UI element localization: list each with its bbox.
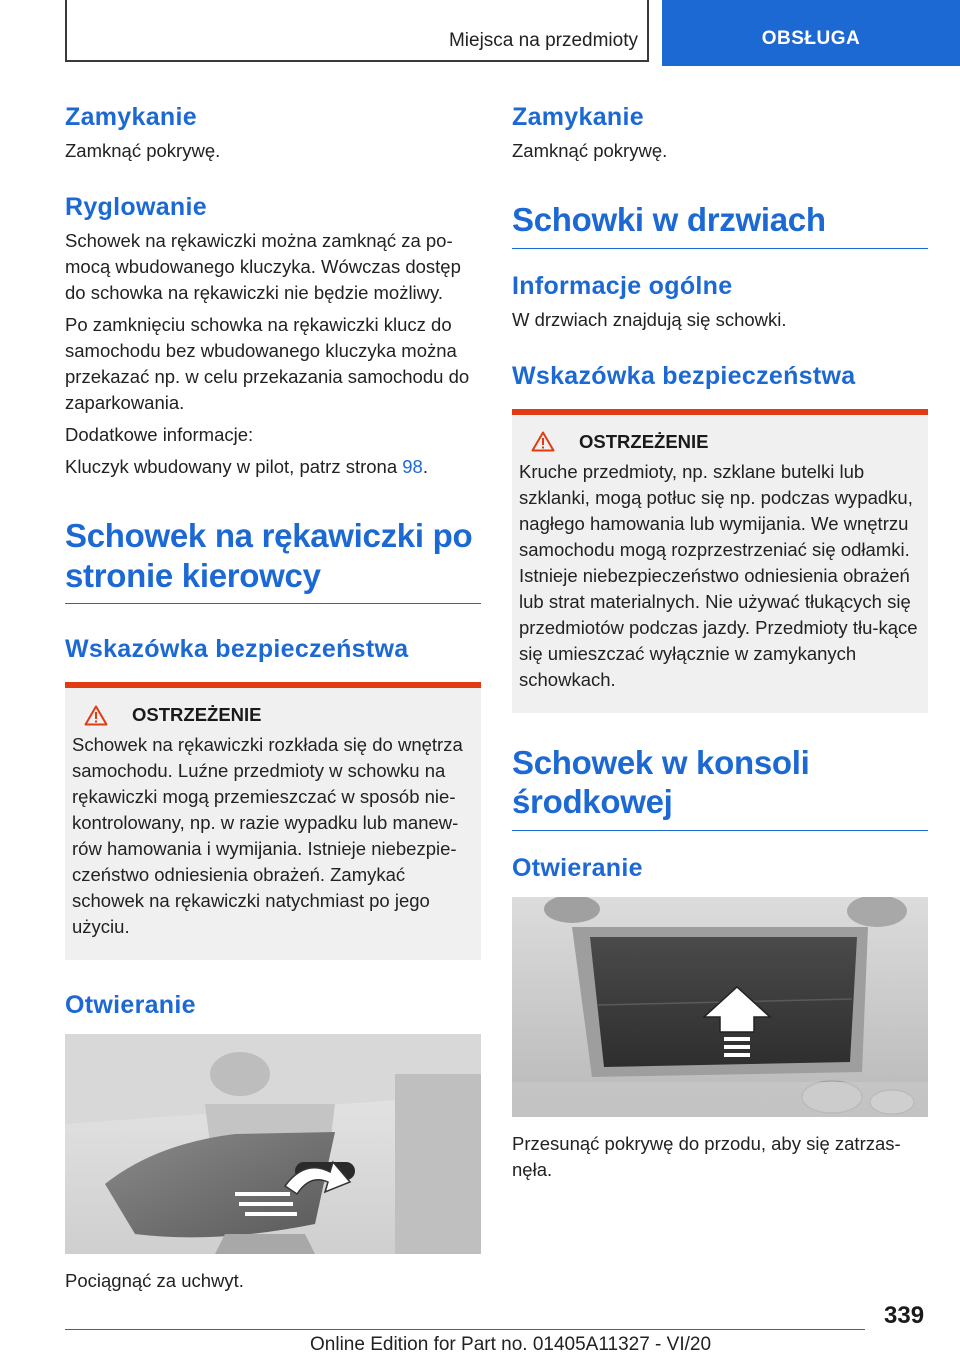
heading-ryglowanie: Ryglowanie	[65, 193, 207, 221]
heading-glovebox: Schowek na rękawiczki po stronie kierowcy	[65, 516, 481, 604]
warning-title-left	[72, 704, 473, 726]
caption-console-photo: Przesunąć pokrywę do przodu, aby się zatrzas‐nęła.	[512, 1132, 901, 1180]
text-ryglowanie-4-prefix: Kluczyk wbudowany w pilot, patrz strona	[65, 456, 403, 477]
page-number: 339	[884, 1302, 925, 1329]
text-ryglowanie-2: Po zamknięciu schowka na rękawiczki klucz do samochodu bez wbudowanego kluczyka można przekazać np. w celu przekazania samochodu do zaparkowania.	[65, 314, 470, 413]
heading-otwieranie-right: Otwieranie	[512, 853, 643, 882]
left-column	[65, 102, 481, 1300]
page-link-98[interactable]: 98	[402, 456, 423, 477]
heading-center-console: Schowek w konsoli środkowej	[512, 743, 928, 831]
heading-safety-left: Wskazówka bezpieczeństwa	[65, 635, 409, 664]
warning-text-right: Kruche przedmioty, np. szklane butelki lub szklanki, mogą potłuc się np. podczas wypadku, nagłego hamowania lub wymijania. We wnętrzu samochodu mogą rozprzestrzeniać się odłamki. Istnieje niebezpieczeństwo odniesienia obrażeń lub strat materialnych. Nie używać tłukących się przedmiotów podczas jazdy. Przedmioty tłu‐kące się umieszczać wyłącznie w zamykanych schowkach.	[519, 460, 918, 690]
warning-triangle-icon	[531, 431, 555, 452]
warning-text-left: Schowek na rękawiczki rozkłada się do wnętrza samochodu. Luźne przedmioty w schowku na rękawiczki mogą przemieszczać w sposób nie‐kontrolowany, np. w razie wypadku lub manew‐rów hamowania i wymijania. Istnieje niebezpie‐czeństwo odniesienia obrażeń. Zamykać schowek na rękawiczki natychmiast po jego użyciu.	[72, 734, 463, 938]
warning-label-left: OSTRZEŻENIE	[132, 704, 262, 726]
text-zamykanie: Zamknąć pokrywę.	[65, 140, 221, 161]
footer-divider	[65, 1329, 865, 1330]
text-ryglowanie-4	[65, 454, 481, 480]
heading-zamykanie-right: Zamykanie	[512, 103, 644, 131]
footer-edition: Online Edition for Part no. 01405A11327 - VI/20	[310, 1334, 712, 1355]
warning-box-right	[512, 409, 928, 713]
heading-info-general: Informacje ogólne	[512, 271, 733, 300]
right-column	[512, 102, 928, 1189]
heading-zamykanie: Zamykanie	[65, 103, 197, 131]
warning-triangle-icon	[84, 705, 108, 726]
heading-door-storage: Schowki w drzwiach	[512, 200, 928, 249]
text-zamykanie-right: Zamknąć pokrywę.	[512, 140, 668, 161]
warning-label-right: OSTRZEŻENIE	[579, 430, 709, 452]
header-chapter-tab[interactable]: OBSŁUGA	[662, 0, 960, 66]
heading-safety-right: Wskazówka bezpieczeństwa	[512, 361, 856, 390]
console-photo	[512, 897, 928, 1117]
header-section-title: Miejsca na przedmioty	[448, 30, 638, 51]
text-ryglowanie-4-suffix: .	[422, 456, 428, 477]
warning-box-left	[65, 682, 481, 960]
glovebox-illustration	[65, 1034, 481, 1254]
glovebox-photo	[65, 1034, 481, 1254]
heading-otwieranie-left: Otwieranie	[65, 991, 196, 1020]
warning-title-right	[519, 431, 920, 453]
text-ryglowanie-3: Dodatkowe informacje:	[65, 424, 254, 445]
console-illustration	[512, 897, 928, 1117]
text-info-general: W drzwiach znajdują się schowki.	[512, 308, 787, 330]
text-ryglowanie-1: Schowek na rękawiczki można zamknąć za po‐mocą wbudowanego kluczyka. Wówczas dostęp do schowka na rękawiczki nie będzie możliwy.	[65, 230, 461, 303]
caption-glovebox-photo: Pociągnąć za uchwyt.	[65, 1270, 244, 1292]
